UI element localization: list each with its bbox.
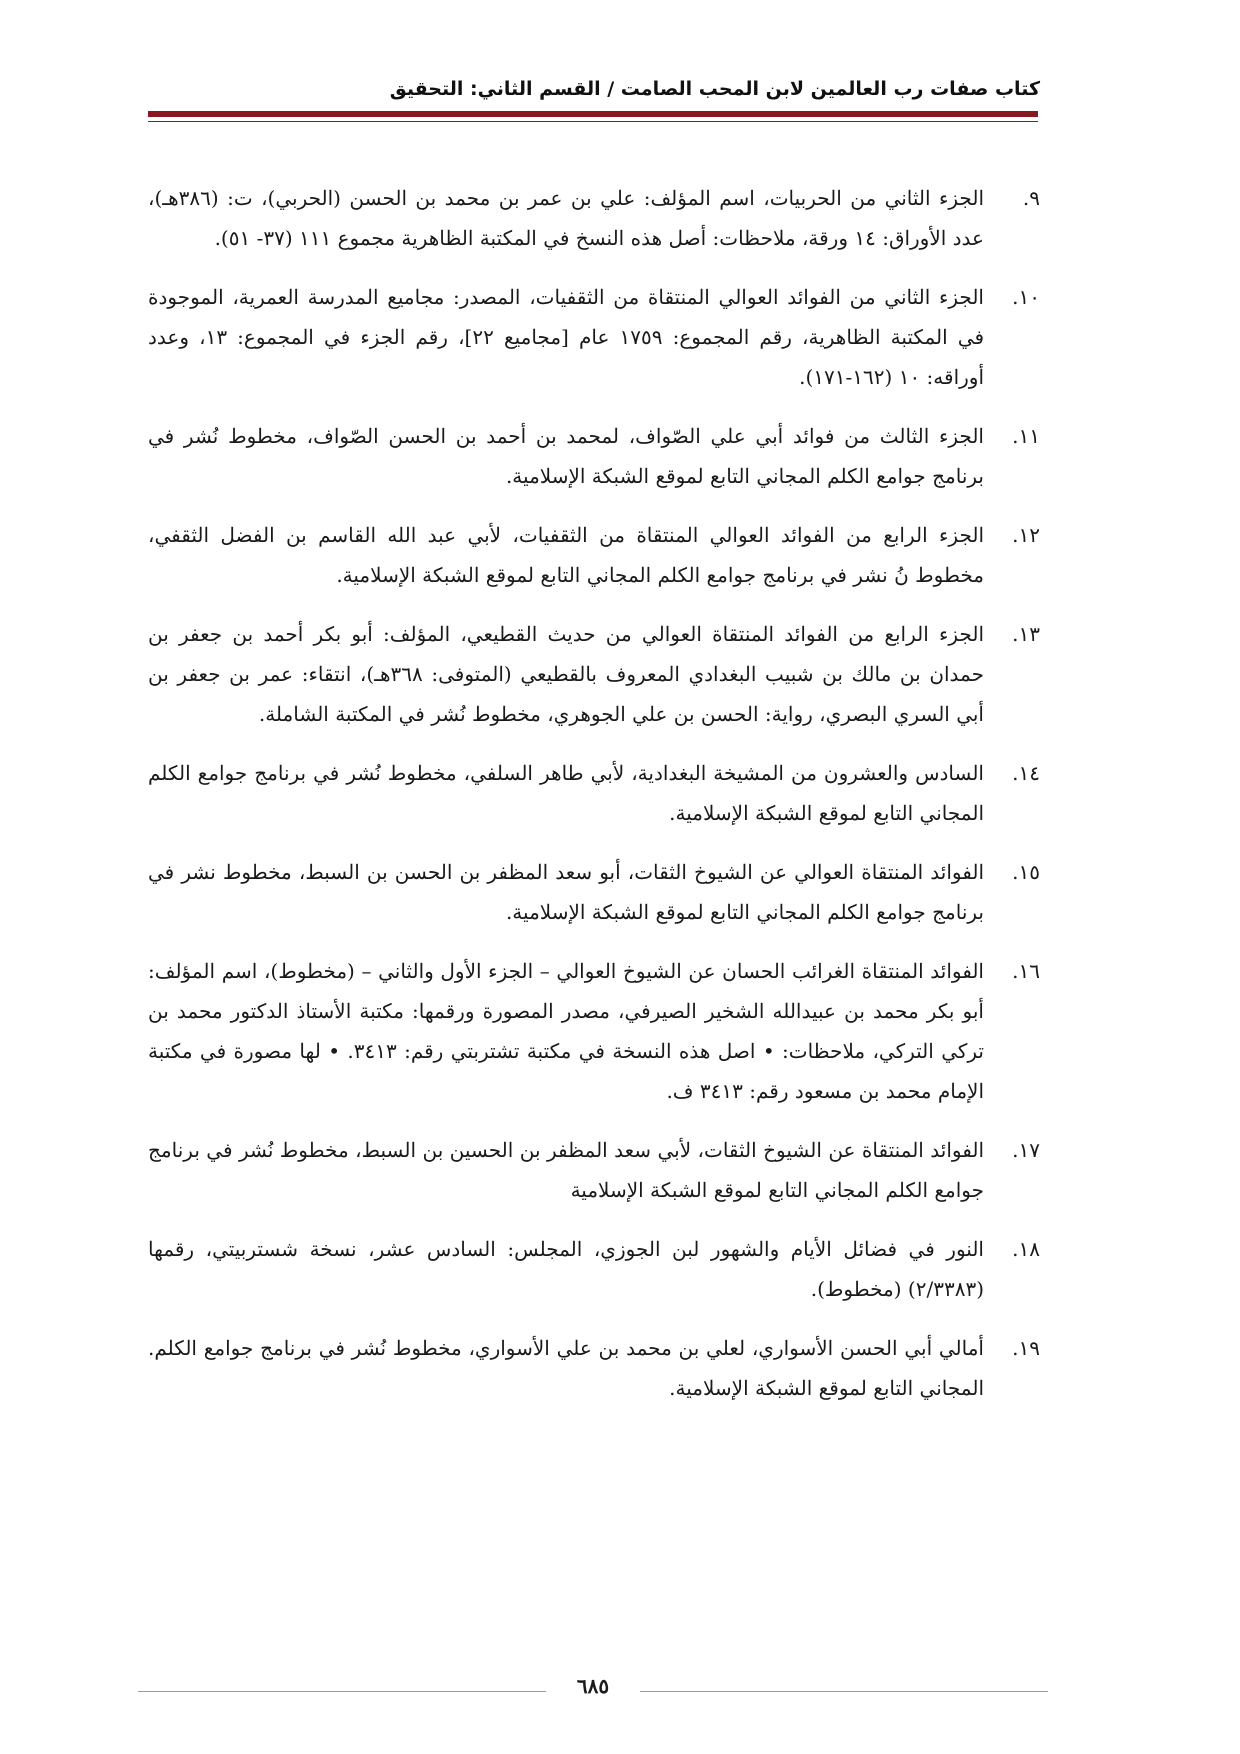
- page-number: ٦٨٥: [576, 1674, 610, 1698]
- running-header: كتاب صفات رب العالمين لابن المحب الصامت / القسم الثاني: التحقيق: [389, 78, 1040, 100]
- header-rule-thick: [148, 111, 1038, 117]
- item-number: ١٨.: [1012, 1237, 1040, 1261]
- list-item: [148, 178, 1040, 258]
- footer-rule-left: [138, 1691, 546, 1692]
- item-number: ١٠.: [1012, 285, 1040, 309]
- list-item: [148, 1130, 1040, 1210]
- footer-rule-right: [640, 1691, 1048, 1692]
- list-item: [148, 614, 1040, 734]
- item-text: الجزء الثالث من فوائد أبي علي الصّواف، لمحمد بن أحمد بن الحسن الصّواف، مخطوط نُشر في برنامج جوامع الكلم المجاني التابع لموقع الشبكة الإسلامية.: [148, 424, 984, 488]
- list-item: [148, 515, 1040, 595]
- item-number: ١٩.: [1012, 1336, 1040, 1360]
- item-text: الفوائد المنتقاة العوالي عن الشيوخ الثقات، أبو سعد المظفر بن الحسن بن السبط، مخطوط نشر في برنامج جوامع الكلم المجاني التابع لموقع الشبكة الإسلامية.: [148, 860, 984, 924]
- item-text: الجزء الثاني من الفوائد العوالي المنتقاة من الثقفيات، المصدر: مجاميع المدرسة العمرية، الموجودة في المكتبة الظاهرية، رقم المجموع: ١٧٥٩ عام [مجاميع ٢٢]، رقم الجزء في المجموع: ١٣، وعدد أوراقه: ١٠ (١٦٢-١٧١).: [148, 285, 985, 389]
- item-text: الجزء الرابع من الفوائد العوالي المنتقاة من الثقفيات، لأبي عبد الله القاسم بن الفضل الثقفي، مخطوط نُ نشر في برنامج جوامع الكلم المجاني التابع لموقع الشبكة الإسلامية.: [148, 523, 984, 587]
- item-number: ٩.: [1022, 186, 1040, 210]
- item-text: أمالي أبي الحسن الأسواري، لعلي بن محمد بن علي الأسواري، مخطوط نُشر في برنامج جوامع الكلم. المجاني التابع لموقع الشبكة الإسلامية.: [148, 1336, 984, 1400]
- list-item: [148, 852, 1040, 932]
- item-text: النور في فضائل الأيام والشهور لبن الجوزي، المجلس: السادس عشر، نسخة شستربيتي، رقمها (٢/٣٣٨٣) (مخطوط).: [148, 1237, 984, 1301]
- reference-list: [148, 178, 1040, 1427]
- item-number: ١٥.: [1012, 860, 1040, 884]
- list-item: [148, 753, 1040, 833]
- list-item: [148, 951, 1040, 1111]
- item-number: ١٣.: [1012, 622, 1040, 646]
- item-text: الفوائد المنتقاة عن الشيوخ الثقات، لأبي سعد المظفر بن الحسين بن السبط، مخطوط نُشر في برنامج جوامع الكلم المجاني التابع لموقع الشبكة الإسلامية: [148, 1138, 984, 1202]
- item-number: ١٢.: [1012, 523, 1040, 547]
- item-text: الجزء الثاني من الحربيات، اسم المؤلف: علي بن عمر بن محمد بن الحسن (الحربي)، ت: (٣٨٦هـ)، عدد الأوراق: ١٤ ورقة، ملاحظات: أصل هذه النسخ في المكتبة الظاهرية مجموع ١١١ (٣٧- ٥١).: [148, 186, 984, 250]
- header-rule-thin: [148, 121, 1038, 122]
- item-number: ١٧.: [1012, 1138, 1040, 1162]
- list-item: [148, 1229, 1040, 1309]
- list-item: [148, 416, 1040, 496]
- item-text: السادس والعشرون من المشيخة البغدادية، لأبي طاهر السلفي، مخطوط نُشر في برنامج جوامع الكلم المجاني التابع لموقع الشبكة الإسلامية.: [148, 761, 984, 825]
- list-item: [148, 1328, 1040, 1408]
- item-text: الجزء الرابع من الفوائد المنتقاة العوالي من حديث القطيعي، المؤلف: أبو بكر أحمد بن جعفر بن حمدان بن مالك بن شبيب البغدادي المعروف بالقطيعي (المتوفى: ٣٦٨هـ)، انتقاء: عمر بن جعفر بن أبي السري البصري، رواية: الحسن بن علي الجوهري، مخطوط نُشر في المكتبة الشاملة.: [148, 622, 984, 726]
- item-number: ١١.: [1012, 424, 1040, 448]
- item-text: الفوائد المنتقاة الغرائب الحسان عن الشيوخ العوالي – الجزء الأول والثاني – (مخطوط)، اسم المؤلف: أبو بكر محمد بن عبيدالله الشخير الصيرفي، مصدر المصورة ورقمها: مكتبة الأستاذ الدكتور محمد بن تركي التركي، ملاحظات: • اصل هذه النسخة في مكتبة تشتربتي رقم: ٣٤١٣. • لها مصورة في مكتبة الإمام محمد بن مسعود رقم: ٣٤١٣ ف.: [148, 959, 984, 1103]
- item-number: ١٦.: [1012, 959, 1040, 983]
- item-number: ١٤.: [1012, 761, 1040, 785]
- list-item: [148, 277, 1040, 397]
